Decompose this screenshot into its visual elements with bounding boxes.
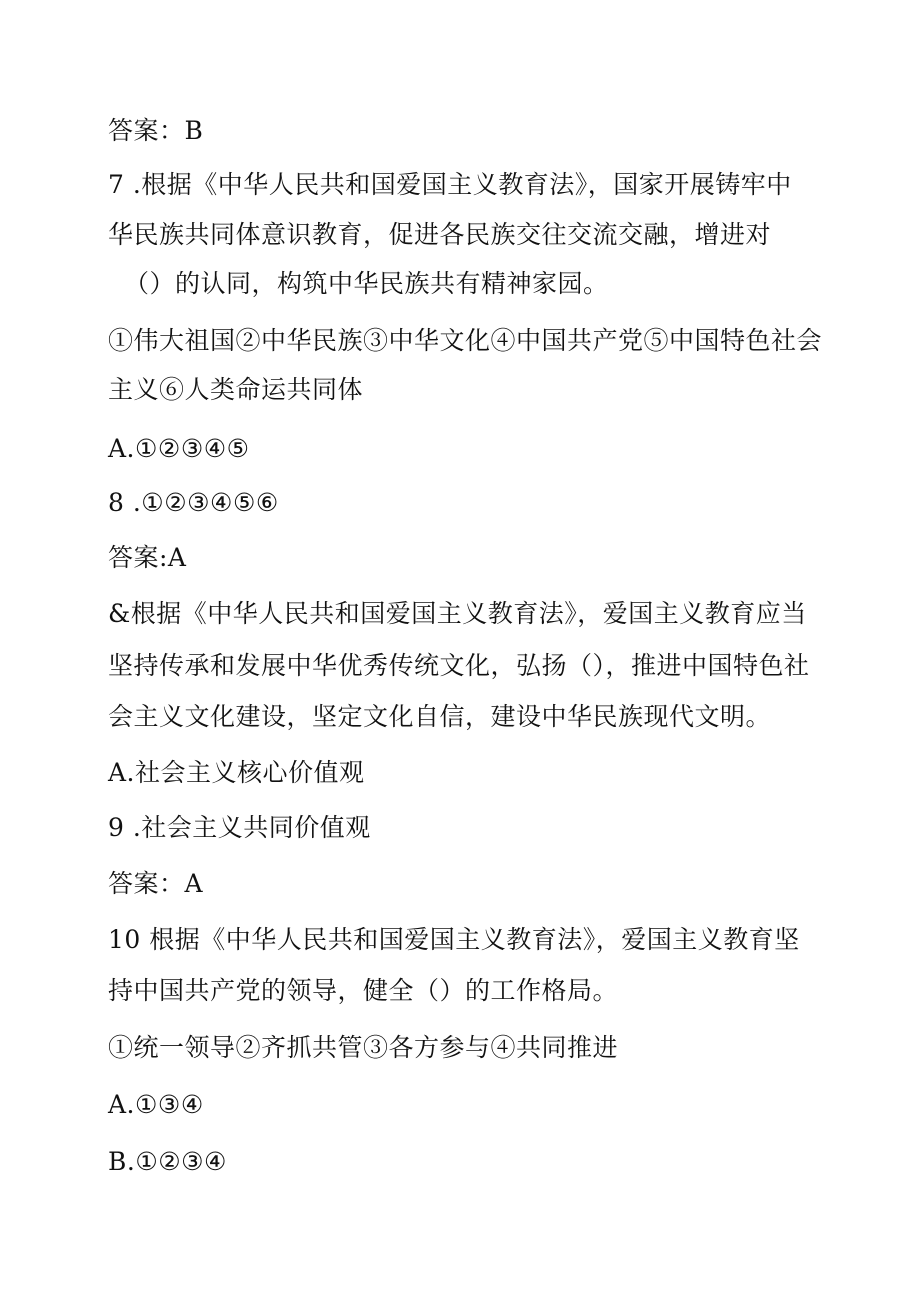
choice-a: A.①②③④⑤ — [108, 434, 250, 463]
question-8-line-1: &根据《中华人民共和国爱国主义教育法》，爱国主义教育应当 — [108, 599, 807, 628]
question-7-line-1: 7 .根据《中华人民共和国爱国主义教育法》，国家开展铸牢中 — [108, 170, 792, 199]
question-9-choice: 9 .社会主义共同价值观 — [108, 813, 371, 842]
choice-a: A.社会主义核心价值观 — [108, 758, 365, 787]
question-10-line-2: 持中国共产党的领导，健全（）的工作格局。 — [108, 976, 619, 1005]
answer-line: 答案：B — [108, 116, 204, 145]
choice-b: B.①②③④ — [108, 1147, 227, 1176]
choice-a: A.①③④ — [108, 1090, 204, 1119]
question-8-choice: 8 .①②③④⑤⑥ — [108, 488, 279, 517]
question-7-line-3: （）的认同，构筑中华民族共有精神家园。 — [124, 269, 609, 298]
options-line-1: ①伟大祖国②中华民族③中华文化④中国共产党⑤中国特色社会 — [108, 326, 823, 355]
question-7-line-2: 华民族共同体意识教育，促进各民族交往交流交融，增进对 — [108, 220, 772, 249]
options-line: ①统一领导②齐抓共管③各方参与④共同推进 — [108, 1033, 619, 1062]
question-10-line-1: 10 根据《中华人民共和国爱国主义教育法》，爱国主义教育坚 — [108, 925, 800, 954]
answer-line: 答案：A — [108, 869, 204, 898]
question-8-line-2: 坚持传承和发展中华优秀传统文化，弘扬（），推进中国特色社 — [108, 651, 810, 680]
answer-line: 答案:A — [108, 543, 187, 572]
options-line-2: 主义⑥人类命运共同体 — [108, 375, 364, 404]
question-8-line-3: 会主义文化建设，坚定文化自信，建设中华民族现代文明。 — [108, 702, 772, 731]
